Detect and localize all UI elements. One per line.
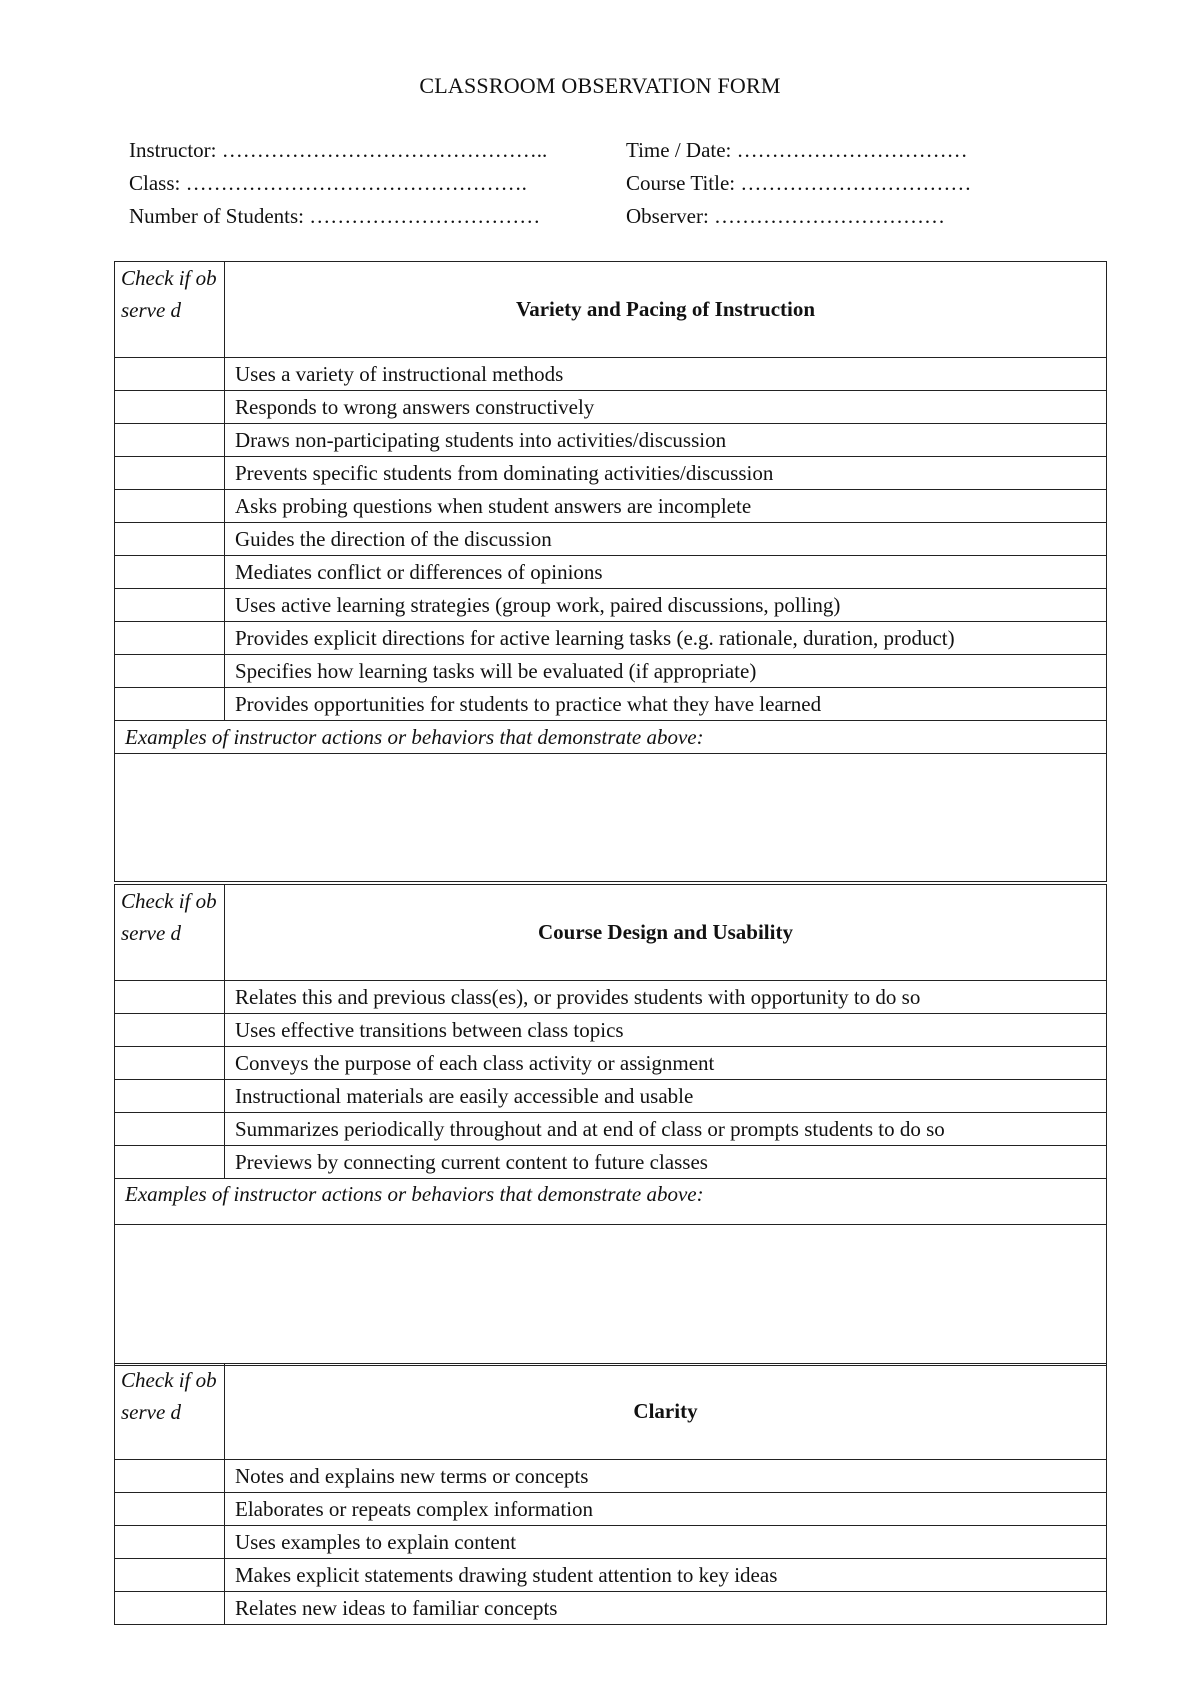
observed-checkbox-cell[interactable] — [115, 490, 225, 523]
observer-field[interactable]: Observer: …………………………… — [626, 204, 946, 228]
observed-checkbox-cell[interactable] — [115, 1460, 225, 1493]
observed-checkbox-cell[interactable] — [115, 391, 225, 424]
observed-checkbox-cell[interactable] — [115, 1526, 225, 1559]
header-row-1 — [129, 134, 1079, 167]
observation-table-course-design — [114, 884, 1107, 1366]
checklist-row — [115, 1559, 1107, 1592]
checklist-row — [115, 1014, 1107, 1047]
course-title-field[interactable]: Course Title: …………………………… — [626, 171, 972, 195]
checklist-row — [115, 1526, 1107, 1559]
checklist-row — [115, 1460, 1107, 1493]
behavior-item-label: Uses effective transitions between class topics — [225, 1014, 1107, 1047]
section-title: Variety and Pacing of Instruction — [225, 262, 1107, 358]
behavior-item-label: Previews by connecting current content to future classes — [225, 1146, 1107, 1179]
examples-label-row — [115, 1179, 1107, 1225]
checklist-row — [115, 1493, 1107, 1526]
checklist-row — [115, 1146, 1107, 1179]
section-header-row — [115, 262, 1107, 358]
checklist-row — [115, 1047, 1107, 1080]
number-of-students-field[interactable]: Number of Students: …………………………… — [129, 204, 541, 228]
behavior-item-label: Makes explicit statements drawing student attention to key ideas — [225, 1559, 1107, 1592]
checklist-row — [115, 358, 1107, 391]
behavior-item-label: Provides opportunities for students to practice what they have learned — [225, 688, 1107, 721]
behavior-item-label: Draws non-participating students into activities/discussion — [225, 424, 1107, 457]
observed-checkbox-cell[interactable] — [115, 1080, 225, 1113]
observed-checkbox-cell[interactable] — [115, 1559, 225, 1592]
section-header-row — [115, 1364, 1107, 1460]
behavior-item-label: Provides explicit directions for active learning tasks (e.g. rationale, duration, product) — [225, 622, 1107, 655]
checklist-row — [115, 457, 1107, 490]
checklist-row — [115, 589, 1107, 622]
form-header-fields — [129, 134, 1079, 233]
checklist-row — [115, 655, 1107, 688]
behavior-item-label: Prevents specific students from dominating activities/discussion — [225, 457, 1107, 490]
examples-label: Examples of instructor actions or behaviors that demonstrate above: — [115, 1179, 1107, 1225]
section-items — [115, 358, 1107, 721]
behavior-item-label: Asks probing questions when student answers are incomplete — [225, 490, 1107, 523]
check-if-observed-header: Check if observe d — [115, 262, 225, 358]
behavior-item-label: Summarizes periodically throughout and at end of class or prompts students to do so — [225, 1113, 1107, 1146]
behavior-item-label: Uses active learning strategies (group work, paired discussions, polling) — [225, 589, 1107, 622]
examples-notes-row — [115, 1225, 1107, 1366]
checklist-row — [115, 1592, 1107, 1625]
observed-checkbox-cell[interactable] — [115, 556, 225, 589]
observed-checkbox-cell[interactable] — [115, 1592, 225, 1625]
behavior-item-label: Uses a variety of instructional methods — [225, 358, 1107, 391]
observed-checkbox-cell[interactable] — [115, 622, 225, 655]
behavior-item-label: Uses examples to explain content — [225, 1526, 1107, 1559]
checklist-row — [115, 556, 1107, 589]
behavior-item-label: Instructional materials are easily accessible and usable — [225, 1080, 1107, 1113]
examples-label-row — [115, 721, 1107, 754]
instructor-field[interactable]: Instructor: ……………………………………….. — [129, 138, 548, 162]
observed-checkbox-cell[interactable] — [115, 1146, 225, 1179]
behavior-item-label: Relates new ideas to familiar concepts — [225, 1592, 1107, 1625]
section-items — [115, 1460, 1107, 1625]
behavior-item-label: Responds to wrong answers constructively — [225, 391, 1107, 424]
page-title: CLASSROOM OBSERVATION FORM — [419, 73, 781, 98]
section-header-row — [115, 885, 1107, 981]
checklist-row — [115, 1113, 1107, 1146]
examples-notes-area[interactable] — [115, 754, 1107, 882]
check-if-observed-header: Check if observe d — [115, 1364, 225, 1460]
examples-label: Examples of instructor actions or behaviors that demonstrate above: — [115, 721, 1107, 754]
behavior-item-label: Mediates conflict or differences of opinions — [225, 556, 1107, 589]
checklist-row — [115, 523, 1107, 556]
class-field[interactable]: Class: …………………………………………. — [129, 171, 527, 195]
behavior-item-label: Conveys the purpose of each class activity or assignment — [225, 1047, 1107, 1080]
header-row-3 — [129, 200, 1079, 233]
checklist-row — [115, 424, 1107, 457]
behavior-item-label: Relates this and previous class(es), or provides students with opportunity to do so — [225, 981, 1107, 1014]
observation-table-variety-pacing — [114, 261, 1107, 882]
observed-checkbox-cell[interactable] — [115, 523, 225, 556]
observed-checkbox-cell[interactable] — [115, 1047, 225, 1080]
check-if-observed-header: Check if observe d — [115, 885, 225, 981]
header-row-2 — [129, 167, 1079, 200]
examples-notes-area[interactable] — [115, 1225, 1107, 1366]
checklist-row — [115, 490, 1107, 523]
observed-checkbox-cell[interactable] — [115, 655, 225, 688]
behavior-item-label: Elaborates or repeats complex information — [225, 1493, 1107, 1526]
observed-checkbox-cell[interactable] — [115, 589, 225, 622]
observed-checkbox-cell[interactable] — [115, 1493, 225, 1526]
observed-checkbox-cell[interactable] — [115, 457, 225, 490]
observed-checkbox-cell[interactable] — [115, 1014, 225, 1047]
behavior-item-label: Guides the direction of the discussion — [225, 523, 1107, 556]
observation-table-clarity — [114, 1363, 1107, 1625]
checklist-row — [115, 688, 1107, 721]
section-items — [115, 981, 1107, 1179]
checklist-row — [115, 391, 1107, 424]
behavior-item-label: Specifies how learning tasks will be evaluated (if appropriate) — [225, 655, 1107, 688]
behavior-item-label: Notes and explains new terms or concepts — [225, 1460, 1107, 1493]
examples-notes-row — [115, 754, 1107, 882]
section-title: Course Design and Usability — [225, 885, 1107, 981]
observed-checkbox-cell[interactable] — [115, 688, 225, 721]
checklist-row — [115, 981, 1107, 1014]
observed-checkbox-cell[interactable] — [115, 1113, 225, 1146]
time-date-field[interactable]: Time / Date: …………………………… — [626, 138, 968, 162]
observed-checkbox-cell[interactable] — [115, 424, 225, 457]
observed-checkbox-cell[interactable] — [115, 358, 225, 391]
checklist-row — [115, 622, 1107, 655]
section-title: Clarity — [225, 1364, 1107, 1460]
checklist-row — [115, 1080, 1107, 1113]
observed-checkbox-cell[interactable] — [115, 981, 225, 1014]
